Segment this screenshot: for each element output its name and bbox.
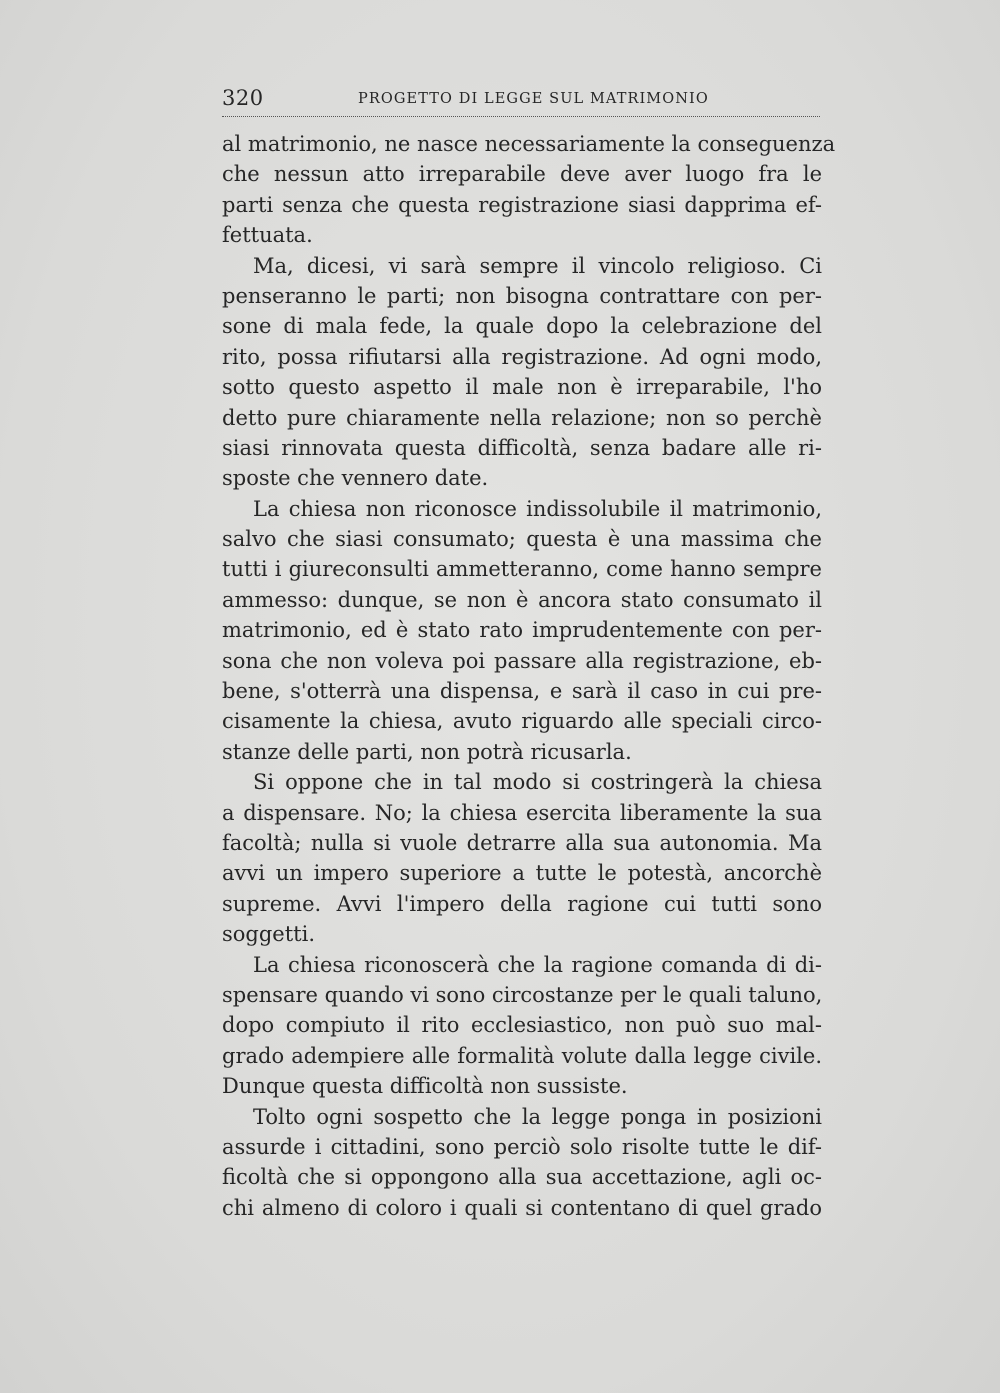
text-line: detto pure chiaramente nella relazione; non so perchè <box>222 405 822 430</box>
text-line: ficoltà che si oppongono alla sua accettazione, agli oc- <box>222 1165 822 1190</box>
text-line: parti senza che questa registrazione siasi dapprima ef- <box>222 192 822 217</box>
text-line: a dispensare. No; la chiesa esercita liberamente la sua <box>222 800 822 825</box>
text-line: tutti i giureconsulti ammetteranno, come hanno sempre <box>222 557 822 582</box>
text-line: che nessun atto irreparabile deve aver luogo fra le <box>222 162 822 187</box>
text-line: spensare quando vi sono circostanze per le quali taluno, <box>222 982 823 1007</box>
text-line: Si oppone che in tal modo si costringerà la chiesa <box>253 770 822 795</box>
page-number: 320 <box>222 86 264 110</box>
text-line: stanze delle parti, non potrà ricusarla. <box>222 739 632 764</box>
text-line: sone di mala fede, la quale dopo la celebrazione del <box>222 314 822 339</box>
text-line: Tolto ogni sospetto che la legge ponga in posizioni <box>253 1104 822 1129</box>
text-line: La chiesa riconoscerà che la ragione comanda di di- <box>253 952 822 977</box>
text-line: matrimonio, ed è stato rato imprudentemente con per- <box>222 618 822 643</box>
text-line: fettuata. <box>222 223 313 248</box>
text-line: chi almeno di coloro i quali si contentano di quel grado <box>222 1195 822 1220</box>
text-line: penseranno le parti; non bisogna contrattare con per- <box>222 283 822 308</box>
text-line: dopo compiuto il rito ecclesiastico, non può suo mal- <box>222 1013 822 1038</box>
text-line: grado adempiere alle formalità volute dalla legge civile. <box>222 1043 822 1068</box>
page-header <box>222 86 820 117</box>
text-line: rito, possa rifiutarsi alla registrazione. Ad ogni modo, <box>222 344 822 369</box>
text-line: al matrimonio, ne nasce necessariamente la conseguenza <box>222 132 836 156</box>
text-line: sona che non voleva poi passare alla registrazione, eb- <box>222 648 822 673</box>
text-line: sposte che vennero date. <box>222 466 489 491</box>
text-line: facoltà; nulla si vuole detrarre alla sua autonomia. Ma <box>222 830 822 855</box>
text-line: cisamente la chiesa, avuto riguardo alle speciali circo- <box>222 709 822 734</box>
text-line: soggetti. <box>222 922 316 947</box>
text-line: siasi rinnovata questa difficoltà, senza badare alle ri- <box>222 435 822 460</box>
text-line: bene, s'otterrà una dispensa, e sarà il caso in cui pre- <box>222 679 822 704</box>
text-line: assurde i cittadini, sono perciò solo risolte tutte le dif- <box>222 1134 822 1159</box>
text-line: Ma, dicesi, vi sarà sempre il vincolo religioso. Ci <box>253 253 822 278</box>
text-line: salvo che siasi consumato; questa è una massima che <box>222 527 822 552</box>
body-text <box>222 129 836 1223</box>
text-line: La chiesa non riconosce indissolubile il matrimonio, <box>253 496 822 521</box>
text-line: ammesso: dunque, se non è ancora stato consumato il <box>222 587 822 612</box>
text-line: supreme. Avvi l'impero della ragione cui tutti sono <box>222 891 822 916</box>
text-line: Dunque questa difficoltà non sussiste. <box>222 1074 628 1099</box>
running-head: PROGETTO DI LEGGE SUL MATRIMONIO <box>358 91 709 107</box>
text-line: sotto questo aspetto il male non è irreparabile, l'ho <box>222 375 822 400</box>
text-line: avvi un impero superiore a tutte le potestà, ancorchè <box>222 861 822 886</box>
